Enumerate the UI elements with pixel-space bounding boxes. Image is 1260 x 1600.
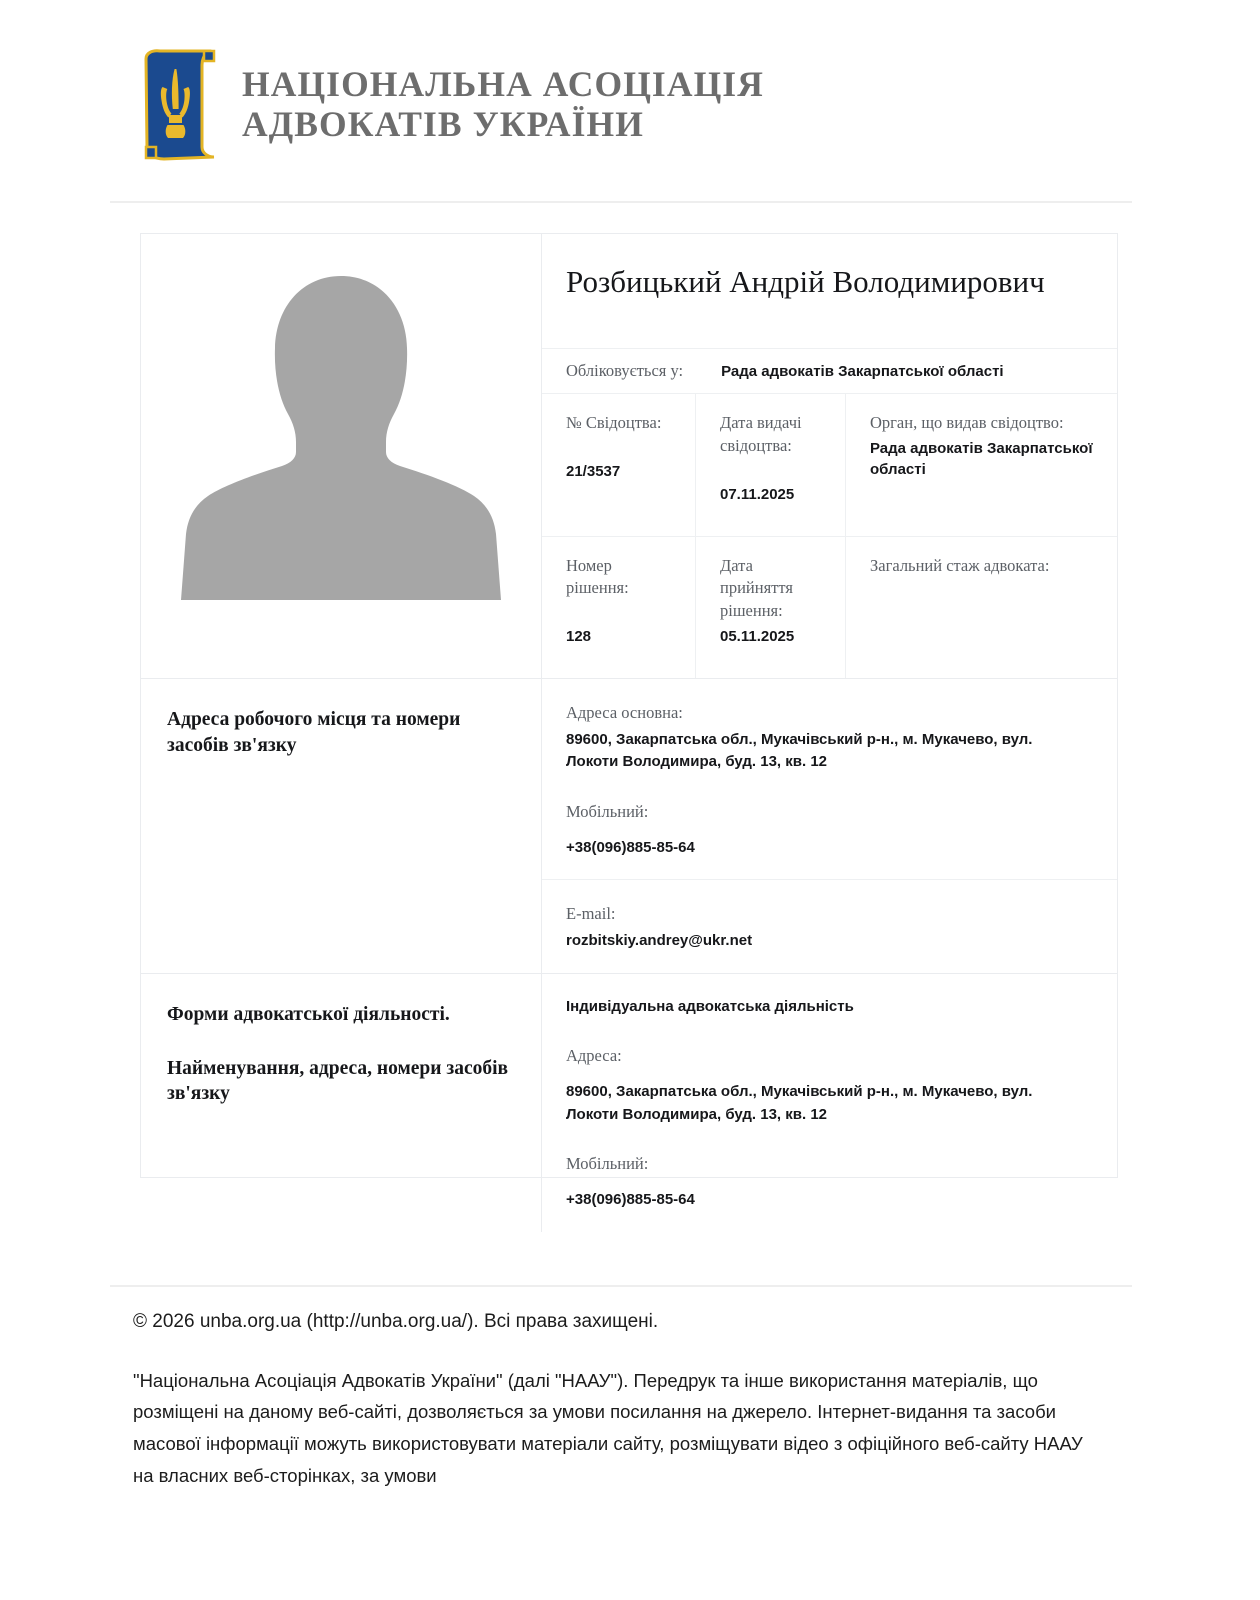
certificate-issue-date-cell (696, 394, 846, 536)
footer-disclaimer: "Національна Асоціація Адвокатів України" (далі "НААУ"). Передрук та інше використання матеріалів, що розміщені на даному веб-сайті, дозволяється за умови посилання на джерело. Інтернет-видання та засоби масової інформації можуть використовувати матеріали сайту, розміщувати відео з офіційного веб-сайту НААУ на власних веб-сторінках, за умови (133, 1369, 1083, 1486)
workplace-address-block (542, 679, 1117, 880)
decision-date-value: 05.11.2025 (720, 627, 795, 645)
certificate-row-1 (542, 394, 1117, 537)
experience-label: Загальний стаж адвоката: (870, 555, 1050, 575)
experience-cell (846, 537, 1117, 679)
advocate-photo-cell (141, 234, 542, 678)
decision-date-cell (696, 537, 846, 679)
forms-detail-block (542, 974, 1117, 1232)
forms-type-value: Індивідуальна адвокатська діяльність (566, 997, 854, 1015)
workplace-email-label: E-mail: (566, 904, 616, 924)
site-logo[interactable] (138, 47, 764, 163)
advocate-card (140, 233, 1118, 1209)
certificate-issue-date-label: Дата видачі свідоцтва: (720, 413, 802, 455)
decision-number-value: 128 (566, 628, 592, 646)
decision-date-label: Дата прийняття рішення: (720, 555, 793, 621)
forms-section-header (141, 974, 542, 1232)
workplace-email-block (542, 880, 1117, 972)
forms-section-title-2: Найменування, адреса, номери засобів зв'язку (167, 1057, 509, 1105)
header-divider (110, 201, 1132, 203)
site-header (110, 0, 1132, 202)
certificate-issue-date-value: 07.11.2025 (720, 485, 795, 503)
workplace-section-header (141, 679, 542, 973)
forms-address-label: Адреса: (566, 1046, 622, 1066)
workplace-section (141, 679, 1117, 974)
workplace-address-label: Адреса основна: (566, 703, 683, 722)
forms-section-body (542, 974, 1117, 1232)
footer-divider (110, 1285, 1132, 1287)
workplace-mobile-value[interactable]: +38(096)885-85-64 (566, 838, 695, 856)
forms-address-value: 89600, Закарпатська обл., Мукачівський р-н., м. Мукачево, вул. Локоти Володимира, буд. 13, кв. 12 (566, 1083, 1033, 1123)
forms-section (141, 974, 1117, 1232)
site-logo-text (242, 65, 764, 145)
certificate-grid (542, 394, 1117, 678)
workplace-section-body (542, 679, 1117, 973)
certificate-issuer-label: Орган, що видав свідоцтво: (870, 413, 1064, 432)
certificate-issuer-cell (846, 394, 1117, 536)
workplace-section-title: Адреса робочого місця та номери засобів зв'язку (167, 709, 461, 756)
certificate-number-cell (542, 394, 696, 536)
decision-number-cell (542, 537, 696, 679)
forms-mobile-label: Мобільний: (566, 1154, 649, 1174)
registry-label: Обліковується у: (566, 361, 684, 380)
certificate-number-value: 21/3537 (566, 462, 621, 480)
person-placeholder-avatar-icon (167, 252, 515, 624)
advocate-name: Розбицький Андрій Володимирович (542, 234, 1117, 349)
logo-line-2: АДВОКАТІВ УКРАЇНИ (242, 104, 644, 144)
forms-section-title-1: Форми адвокатської діяльності. (167, 1003, 450, 1025)
card-top-block (141, 234, 1117, 679)
certificate-issuer-value: Рада адвокатів Закарпатської області (870, 439, 1093, 479)
logo-line-1: НАЦІОНАЛЬНА АСОЦІАЦІЯ (242, 64, 764, 105)
footer-copyright: © 2026 unba.org.ua (http://unba.org.ua/). Всі права захищені. (133, 1311, 659, 1332)
forms-mobile-value[interactable]: +38(096)885-85-64 (566, 1191, 695, 1209)
registry-value: Рада адвокатів Закарпатської області (721, 362, 1004, 380)
certificate-row-2 (542, 537, 1117, 679)
workplace-address-value: 89600, Закарпатська обл., Мукачівський р-н., м. Мукачево, вул. Локоти Володимира, буд. 13, кв. 12 (566, 730, 1033, 771)
certificate-number-label: № Свідоцтва: (566, 413, 662, 432)
advocate-info-cell (542, 234, 1117, 678)
decision-number-label: Номер рішення: (566, 555, 629, 598)
workplace-mobile-label: Мобільний: (566, 801, 649, 821)
site-footer (133, 1288, 1093, 1492)
workplace-email-value[interactable]: rozbitskiy.andrey@ukr.net (566, 932, 753, 950)
unba-scroll-trident-logo-icon (138, 47, 222, 163)
registry-row (542, 349, 1117, 394)
